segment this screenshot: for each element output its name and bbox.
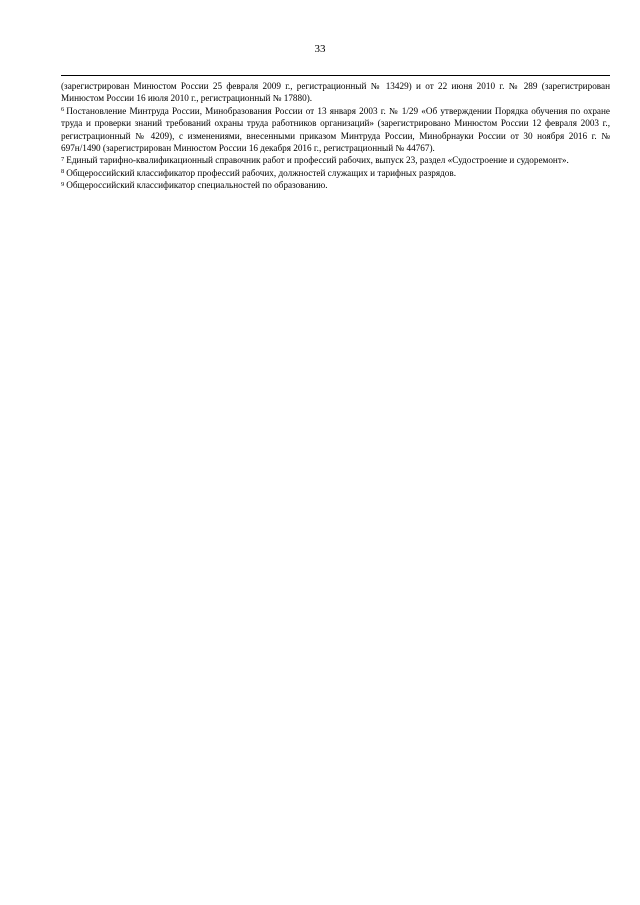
footnote-text: Единый тарифно-квалификационный справочник работ и профессий рабочих, выпуск 23, раздел «Судостроение и судоремонт».: [66, 155, 569, 166]
footnote-text: Общероссийский классификатор специальностей по образованию.: [66, 180, 328, 191]
footnote-7: [61, 154, 610, 166]
footnote-6: [61, 105, 610, 155]
footnote-separator: [61, 75, 610, 76]
footnote-9: [61, 179, 610, 191]
footnote-marker: 9: [61, 180, 65, 188]
footnote-text: Общероссийский классификатор профессий рабочих, должностей служащих и тарифных разрядов.: [66, 167, 457, 178]
footnote-text: (зарегистрирован Минюстом России 25 февраля 2009 г., регистрационный № 13429) и от 22 июня 2010 г. № 289 (зарегистрирован Минюстом России 16 июля 2010 г., регистрационный № 17880).: [61, 81, 610, 104]
footnote-marker: 8: [61, 168, 65, 176]
footnote-continuation: [61, 80, 610, 105]
page-number: 33: [314, 43, 326, 55]
footnote-8: [61, 167, 610, 179]
footnotes-section: [61, 80, 610, 192]
footnote-marker: 7: [61, 155, 65, 163]
footnote-marker: 6: [61, 106, 65, 114]
footnote-text: Постановление Минтруда России, Минобразования России от 13 января 2003 г. № 1/29 «Об утверждении Порядка обучения по охране труда и проверки знаний требований охраны труда работников организаций» (зарегистрировано Минюстом России 12 февраля 2003 г., регистрационный № 4209), с изменениями, внесенными приказом Минтруда России, Минобрнауки России от 30 ноября 2016 г. № 697н/1490 (зарегистрирован Минюстом России 16 декабря 2016 г., регистрационный № 44767).: [61, 105, 610, 154]
